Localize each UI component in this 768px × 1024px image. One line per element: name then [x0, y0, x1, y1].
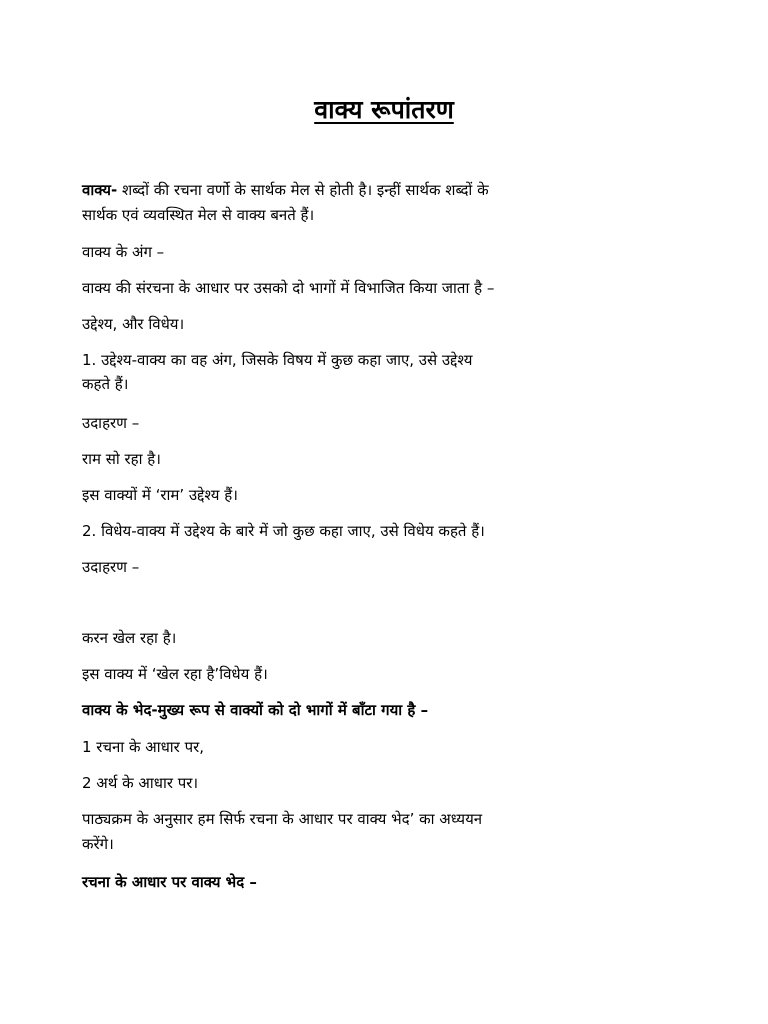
text-line: करन खेल रहा है। — [82, 629, 177, 647]
text-line: 2. विधेय-वाक्य में उद्देश्य के बारे में जो कुछ कहा जाए, उसे विधेय कहते हैं। — [82, 522, 485, 540]
text-line: इस वाक्यों में ‘राम’ उद्देश्य हैं। — [82, 486, 238, 504]
section-heading: रचना के आधार पर वाक्य भेद – — [82, 873, 257, 891]
section-heading: वाक्य के भेद-मुख्य रूप से वाक्यों को दो भागों में बाँटा गया है – — [82, 701, 429, 719]
line-text: शब्दों की रचना वर्णो के सार्थक मेल से होती है। इन्हीं सार्थक शब्दों के — [117, 181, 489, 199]
text-line: करेंगे। — [82, 835, 114, 853]
page-title: वाक्य रूपांतरण — [314, 95, 454, 124]
text-line: इस वाक्य में ‘खेल रहा है’विधेय हैं। — [82, 665, 268, 683]
text-line: पाठ्यक्रम के अनुसार हम सिर्फ रचना के आधार पर वाक्य भेद’ का अध्ययन — [82, 810, 483, 828]
term-label: वाक्य- — [82, 181, 118, 199]
text-line: उद्देश्य, और विधेय। — [82, 315, 185, 333]
text-line: राम सो रहा है। — [82, 450, 161, 468]
text-line: सार्थक एवं व्यवस्थित मेल से वाक्य बनते हैं। — [82, 206, 315, 224]
text-line: 2 अर्थ के आधार पर। — [82, 774, 199, 792]
text-line: कहते हैं। — [82, 375, 129, 393]
text-line: 1. उद्देश्य-वाक्य का वह अंग, जिसके विषय में कुछ कहा जाए, उसे उद्देश्य — [82, 351, 473, 369]
text-line: उदाहरण – — [82, 558, 140, 576]
text-line: वाक्य की संरचना के आधार पर उसको दो भागों में विभाजित किया जाता है – — [82, 279, 495, 297]
text-line — [82, 180, 702, 200]
text-line: उदाहरण – — [82, 414, 140, 432]
text-line: वाक्य के अंग – — [82, 243, 165, 261]
text-line: 1 रचना के आधार पर, — [82, 738, 205, 756]
